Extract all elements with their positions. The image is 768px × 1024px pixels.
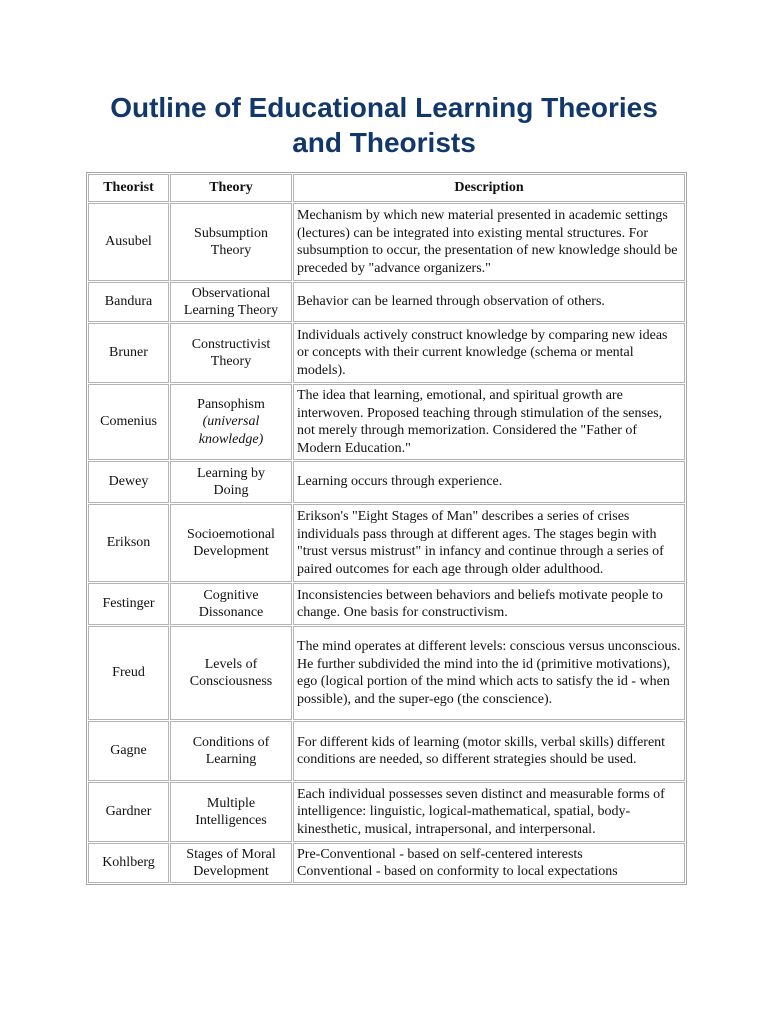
description-cell: For different kids of learning (motor skills, verbal skills) different conditions are needed, so different strategies should be used. — [293, 721, 685, 781]
description-cell: Inconsistencies between behaviors and beliefs motivate people to change. One basis for constructivism. — [293, 583, 685, 625]
theorist-cell: Dewey — [88, 461, 169, 503]
table-row — [88, 504, 685, 582]
theory-line: Theory — [210, 243, 252, 258]
description-cell: Learning occurs through experience. — [293, 461, 685, 503]
theory-cell — [170, 583, 292, 625]
theory-cell — [170, 282, 292, 322]
theory-cell — [170, 461, 292, 503]
theory-line: Stages of Moral — [186, 846, 276, 862]
theory-line: Multiple — [206, 795, 256, 811]
description-line: Conventional - based on conformity to local expectations — [297, 864, 618, 879]
theorist-cell: Festinger — [88, 583, 169, 625]
page-title — [0, 90, 768, 160]
theory-cell — [170, 504, 292, 582]
theory-cell — [170, 626, 292, 720]
header-description: Description — [293, 174, 685, 202]
theory-cell — [170, 384, 292, 460]
theory-line: Cognitive — [203, 587, 259, 603]
theory-italic-line: knowledge) — [198, 431, 264, 447]
theory-line: Intelligences — [195, 813, 267, 828]
description-cell: Mechanism by which new material presented in academic settings (lectures) can be integrated into existing mental structures. For subsumption to occur, the presentation of new knowledge should be preceded by "advance organizers." — [293, 203, 685, 281]
theory-cell — [170, 843, 292, 883]
theory-line: Learning Theory — [183, 303, 279, 318]
table-row — [88, 323, 685, 383]
description-line: Pre-Conventional - based on self-centered interests — [297, 846, 583, 862]
theorist-cell: Ausubel — [88, 203, 169, 281]
theory-line: Learning — [205, 752, 257, 767]
theorist-cell: Erikson — [88, 504, 169, 582]
theorist-cell: Freud — [88, 626, 169, 720]
theory-line: Doing — [213, 483, 249, 498]
theory-cell — [170, 721, 292, 781]
theory-line: Observational — [191, 285, 271, 301]
table-row — [88, 843, 685, 883]
theory-line: Development — [193, 544, 269, 559]
theorist-cell: Comenius — [88, 384, 169, 460]
title-line-2: and Theorists — [292, 127, 476, 158]
theory-cell — [170, 782, 292, 842]
theorist-cell: Gardner — [88, 782, 169, 842]
header-theorist: Theorist — [88, 174, 169, 202]
description-cell — [293, 843, 685, 883]
title-line-1: Outline of Educational Learning Theories — [110, 92, 658, 123]
table-row — [88, 721, 685, 781]
theory-line: Subsumption — [194, 225, 268, 241]
theory-line: Dissonance — [198, 605, 264, 620]
description-cell: Individuals actively construct knowledge by comparing new ideas or concepts with their current knowledge (schema or mental models). — [293, 323, 685, 383]
header-theory: Theory — [170, 174, 292, 202]
table-header-row — [88, 174, 685, 202]
theory-line: Development — [193, 864, 269, 879]
theory-italic-line: (universal — [202, 414, 260, 430]
theory-cell — [170, 203, 292, 281]
theory-line: Levels of — [204, 656, 258, 672]
theorist-cell: Kohlberg — [88, 843, 169, 883]
table-row — [88, 626, 685, 720]
table-row — [88, 384, 685, 460]
theory-line: Consciousness — [189, 674, 273, 689]
table-row — [88, 583, 685, 625]
description-cell: Erikson's "Eight Stages of Man" describes a series of crises individuals pass through at different ages. The stages begin with "trust versus mistrust" in infancy and continue through a series of paired outcomes for each age through older adulthood. — [293, 504, 685, 582]
theorist-cell: Bandura — [88, 282, 169, 322]
description-cell: Each individual possesses seven distinct and measurable forms of intelligence: linguistic, logical-mathematical, spatial, body-kinesthetic, musical, intrapersonal, and interpersonal. — [293, 782, 685, 842]
table-row — [88, 461, 685, 503]
theory-line: Constructivist — [191, 336, 271, 352]
theory-line: Socioemotional — [187, 526, 275, 542]
theory-line: Conditions of — [192, 734, 270, 750]
theory-cell — [170, 323, 292, 383]
theory-line: Pansophism — [197, 396, 265, 412]
table-row — [88, 282, 685, 322]
description-cell: The mind operates at different levels: conscious versus unconscious. He further subdivided the mind into the id (primitive motivations), ego (logical portion of the mind which acts to satisfy the id - when possible), and the super-ego (the conscience). — [293, 626, 685, 720]
table-row — [88, 203, 685, 281]
description-cell: Behavior can be learned through observation of others. — [293, 282, 685, 322]
theory-line: Theory — [210, 354, 252, 369]
table-row — [88, 782, 685, 842]
theory-line: Learning by — [196, 465, 266, 481]
description-cell: The idea that learning, emotional, and spiritual growth are interwoven. Proposed teaching through stimulation of the senses, not merely through memorization. Considered the "Father of Modern Education." — [293, 384, 685, 460]
theorist-cell: Bruner — [88, 323, 169, 383]
theories-table — [86, 172, 687, 885]
theorist-cell: Gagne — [88, 721, 169, 781]
